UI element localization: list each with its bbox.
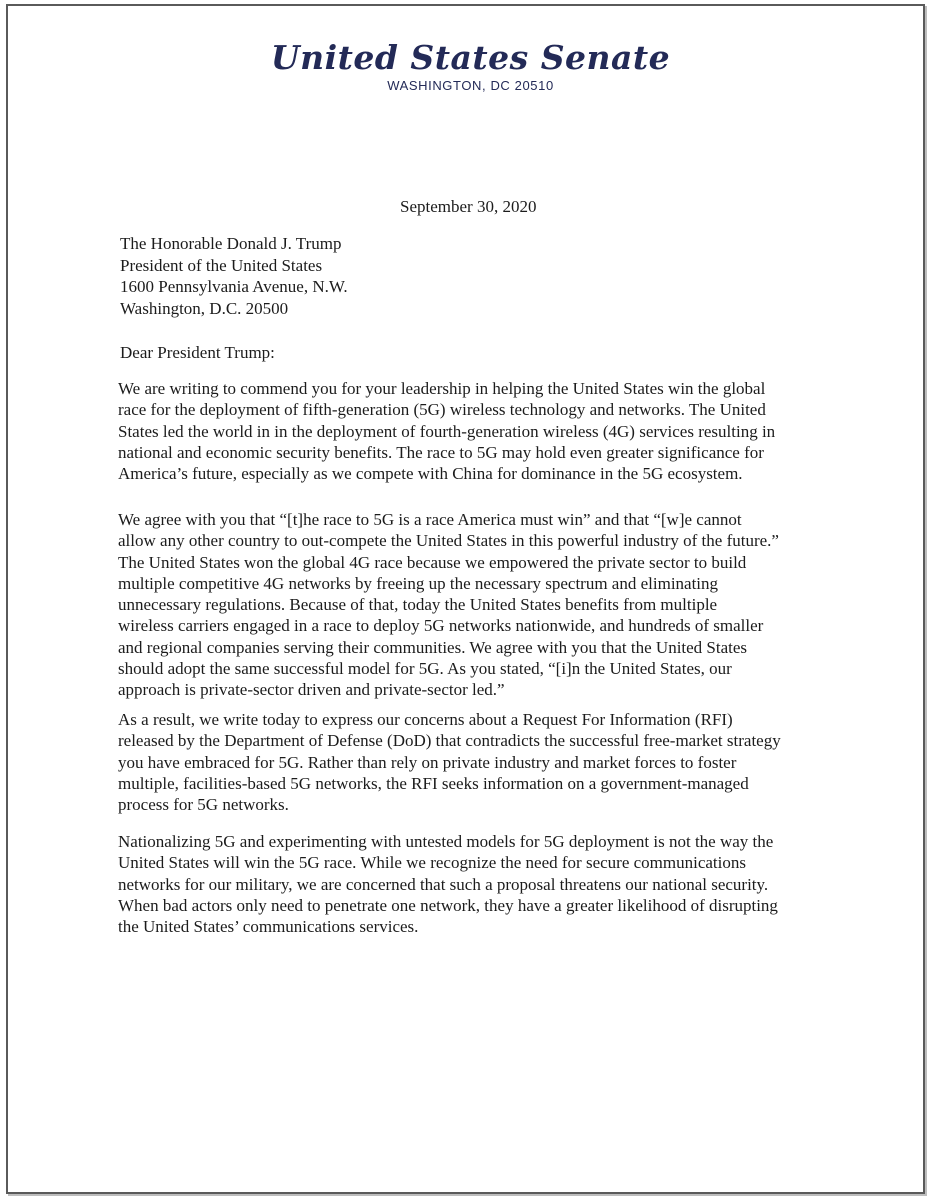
recipient-address: [120, 233, 348, 319]
salutation: Dear President Trump:: [120, 343, 275, 362]
paragraph-3: [118, 709, 838, 815]
recipient-city: Washington, D.C. 20500: [120, 298, 289, 318]
paragraph-line: should adopt the same successful model for 5G. As you stated, “[i]n the United States, our: [118, 659, 732, 679]
paragraph-line: process for 5G networks.: [118, 795, 289, 815]
recipient-title: President of the United States: [120, 255, 323, 275]
letterhead: [0, 38, 931, 94]
paragraph-line: We agree with you that “[t]he race to 5G is a race America must win” and that “[w]e cannot: [118, 510, 742, 529]
paragraph-line: released by the Department of Defense (DoD) that contradicts the successful free-market strategy: [118, 731, 781, 751]
paragraph-2: [118, 509, 838, 701]
paragraph-line: unnecessary regulations. Because of that, today the United States benefits from multiple: [118, 595, 718, 615]
paragraph-line: States led the world in in the deployment of fourth-generation wireless (4G) services resulting in: [118, 421, 776, 441]
paragraph-line: United States will win the 5G race. While we recognize the need for secure communications: [118, 853, 746, 873]
paragraph-4: [118, 831, 838, 937]
paragraph-line: the United States’ communications services.: [118, 917, 419, 937]
paragraph-1: [118, 378, 838, 484]
recipient-street: 1600 Pennsylvania Avenue, N.W.: [120, 277, 348, 296]
paragraph-line: you have embraced for 5G. Rather than rely on private industry and market forces to foster: [118, 752, 737, 772]
paragraph-line: Nationalizing 5G and experimenting with untested models for 5G deployment is not the way the: [118, 832, 774, 851]
paragraph-line: networks for our military, we are concerned that such a proposal threatens our national security.: [118, 874, 769, 894]
paragraph-line: When bad actors only need to penetrate one network, they have a greater likelihood of disrupting: [118, 895, 778, 915]
paragraph-line: America’s future, especially as we compete with China for dominance in the 5G ecosystem.: [118, 464, 743, 484]
senate-title: United States Senate: [270, 38, 671, 77]
letter-date: September 30, 2020: [400, 197, 537, 216]
paragraph-line: wireless carriers engaged in a race to deploy 5G networks nationwide, and hundreds of smaller: [118, 616, 764, 636]
paragraph-line: As a result, we write today to express our concerns about a Request For Information (RFI): [118, 710, 733, 729]
paragraph-line: The United States won the global 4G race because we empowered the private sector to build: [118, 552, 747, 572]
paragraph-line: multiple competitive 4G networks by freeing up the necessary spectrum and eliminating: [118, 573, 719, 593]
paragraph-line: and regional companies serving their communities. We agree with you that the United States: [118, 637, 748, 657]
paragraph-line: race for the deployment of fifth-generation (5G) wireless technology and networks. The United: [118, 400, 766, 420]
paragraph-line: We are writing to commend you for your leadership in helping the United States win the global: [118, 379, 766, 398]
paragraph-line: multiple, facilities-based 5G networks, the RFI seeks information on a government-managed: [118, 773, 749, 793]
senate-address: WASHINGTON, DC 20510: [387, 78, 554, 93]
paragraph-line: approach is private-sector driven and private-sector led.”: [118, 680, 505, 700]
paragraph-line: allow any other country to out-compete the United States in this powerful industry of the future.”: [118, 531, 779, 551]
recipient-name: The Honorable Donald J. Trump: [120, 234, 342, 253]
paragraph-line: national and economic security benefits. The race to 5G may hold even greater significance for: [118, 442, 764, 462]
